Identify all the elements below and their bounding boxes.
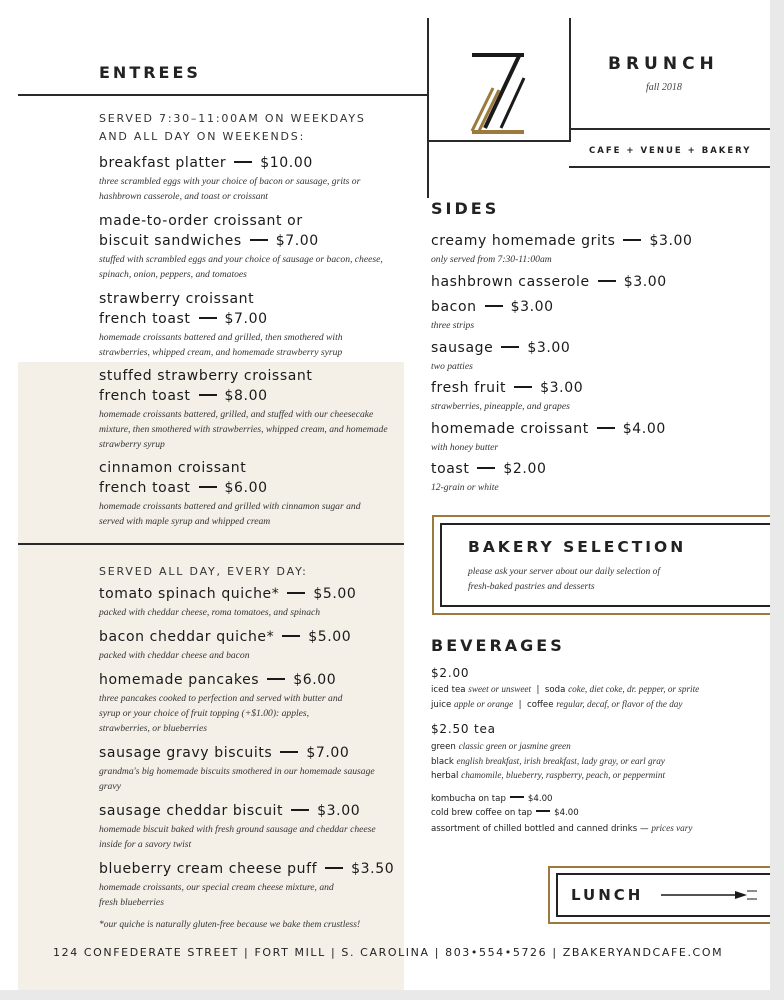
menu-item (99, 584, 399, 620)
side-desc: with honey butter (431, 442, 499, 453)
item-desc: three scrambled eggs with your choice of bacon or sausage, grits or hashbrown casserole, and toast or croissant (99, 176, 361, 202)
gluten-free-note: *our quiche is naturally gluten-free because we bake them crustless! (99, 920, 361, 930)
side-item (431, 378, 583, 414)
divider (569, 128, 770, 130)
menu-item (99, 458, 384, 529)
item-desc: stuffed with scrambled eggs and your choice of sausage or bacon, cheese, spinach, onion, peppers, and tomatoes (99, 254, 383, 280)
item-price: $5.00 (313, 586, 357, 602)
item-name: bacon cheddar quiche* (99, 629, 275, 645)
menu-item (99, 670, 359, 736)
side-name: homemade croissant (431, 421, 589, 437)
side-name: sausage (431, 340, 494, 356)
item-name: french toast (99, 480, 191, 496)
item-name-line: cinnamon croissant (99, 460, 247, 476)
brunch-title: BRUNCH (608, 54, 719, 74)
item-desc: packed with cheddar cheese, roma tomatoes, and spinach (99, 607, 321, 618)
item-name: breakfast platter (99, 155, 227, 171)
item-desc: three pancakes cooked to perfection and served with butter and syrup or your choice of fruit topping (+$1.00): apples, strawberries, or blueberries (99, 693, 343, 734)
menu-item (99, 289, 379, 360)
item-desc: grandma's big homemade biscuits smothered in our homemade sausage gravy (99, 766, 375, 792)
item-name-line: made-to-order croissant or (99, 213, 303, 229)
side-name: bacon (431, 299, 477, 315)
side-desc: three strips (431, 320, 475, 331)
bev-line: black english breakfast, irish breakfast, lady gray, or earl gray (431, 756, 665, 767)
side-name: fresh fruit (431, 380, 507, 396)
item-desc: packed with cheddar cheese and bacon (99, 650, 250, 661)
lunch-label: LUNCH (571, 886, 644, 904)
sides-heading: SIDES (431, 199, 500, 218)
item-desc: homemade croissants battered, grilled, and stuffed with our cheesecake mixture, then smothered with strawberries, whipped cream, and homemade strawberry syrup (99, 409, 388, 450)
item-price: $6.00 (293, 672, 337, 688)
side-item (431, 272, 667, 292)
z-logo (427, 18, 569, 142)
side-desc: only served from 7:30-11:00am (431, 254, 552, 265)
bev-line: iced tea sweet or unsweet | soda coke, diet coke, dr. pepper, or sprite (431, 684, 700, 695)
side-item (431, 338, 570, 374)
divider (18, 543, 404, 545)
side-desc: two patties (431, 361, 473, 372)
bakery-heading: BAKERY SELECTION (468, 538, 687, 556)
bev-price-group: $2.00 (431, 666, 470, 680)
item-desc: homemade biscuit baked with fresh ground sausage and cheddar cheese inside for a savory twist (99, 824, 376, 850)
item-name: sausage cheddar biscuit (99, 803, 284, 819)
item-price: $5.00 (308, 629, 352, 645)
season-label: fall 2018 (646, 82, 682, 93)
side-item (431, 459, 547, 495)
bev-line: cold brew coffee on tap $4.00 (431, 808, 579, 818)
entrees-heading: ENTREES (99, 63, 201, 82)
bev-line: green classic green or jasmine green (431, 741, 571, 752)
side-price: $3.00 (649, 233, 693, 249)
bev-price-group: $2.50 tea (431, 722, 496, 736)
item-name: homemade pancakes (99, 672, 260, 688)
arrow-right-icon (661, 886, 761, 904)
item-price: $7.00 (275, 233, 319, 249)
menu-item (99, 859, 399, 910)
side-price: $3.00 (623, 274, 667, 290)
item-desc: homemade croissants battered and grilled, then smothered with strawberries, whipped cream, and homemade strawberry syrup (99, 332, 343, 358)
item-name: blueberry cream cheese puff (99, 861, 318, 877)
item-name: french toast (99, 311, 191, 327)
served-note: SERVED 7:30–11:00AM ON WEEKDAYS AND ALL DAY ON WEEKENDS: (99, 112, 366, 143)
divider (569, 166, 770, 168)
menu-item (99, 366, 389, 452)
menu-item (99, 801, 384, 852)
divider (569, 18, 571, 142)
menu-item (99, 211, 389, 282)
served-all-day-note: SERVED ALL DAY, EVERY DAY: (99, 565, 308, 578)
item-price: $7.00 (306, 745, 350, 761)
item-name-line: stuffed strawberry croissant (99, 368, 313, 384)
item-desc: homemade croissants battered and grilled with cinnamon sugar and served with maple syrup and whipped cream (99, 501, 361, 527)
bakery-desc: please ask your server about our daily selection of fresh-baked pastries and desserts (468, 567, 661, 592)
divider (18, 94, 427, 96)
side-item (431, 231, 693, 267)
beverages-heading: BEVERAGES (431, 636, 565, 655)
footer-address: 124 CONFEDERATE STREET | FORT MILL | S. CAROLINA | 803•554•5726 | ZBAKERYANDCAFE.COM (53, 946, 724, 959)
item-name: sausage gravy biscuits (99, 745, 273, 761)
side-price: $3.00 (527, 340, 571, 356)
side-name: hashbrown casserole (431, 274, 590, 290)
item-name: french toast (99, 388, 191, 404)
menu-item (99, 153, 399, 204)
side-price: $2.00 (503, 461, 547, 477)
side-name: creamy homemade grits (431, 233, 616, 249)
item-name: tomato spinach quiche* (99, 586, 280, 602)
item-name-line: strawberry croissant (99, 291, 255, 307)
item-price: $3.00 (317, 803, 361, 819)
menu-item (99, 743, 379, 794)
item-price: $7.00 (224, 311, 268, 327)
side-price: $3.00 (510, 299, 554, 315)
item-price: $6.00 (224, 480, 268, 496)
side-desc: strawberries, pineapple, and grapes (431, 401, 570, 412)
side-name: toast (431, 461, 470, 477)
side-item (431, 419, 666, 455)
bev-line: herbal chamomile, blueberry, raspberry, peach, or peppermint (431, 770, 666, 781)
item-price: $8.00 (224, 388, 268, 404)
side-item (431, 297, 554, 333)
side-price: $3.00 (540, 380, 584, 396)
item-price: $3.50 (351, 861, 395, 877)
side-desc: 12-grain or white (431, 482, 499, 493)
item-name: biscuit sandwiches (99, 233, 242, 249)
bev-line: kombucha on tap $4.00 (431, 794, 553, 804)
bev-line: juice apple or orange | coffee regular, decaf, or flavor of the day (431, 699, 683, 710)
side-price: $4.00 (622, 421, 666, 437)
tagline: CAFE + VENUE + BAKERY (589, 146, 752, 156)
bev-line: assortment of chilled bottled and canned drinks — prices vary (431, 823, 693, 834)
menu-item (99, 627, 399, 663)
item-desc: homemade croissants, our special cream cheese mixture, and fresh blueberries (99, 882, 334, 908)
item-price: $10.00 (260, 155, 313, 171)
